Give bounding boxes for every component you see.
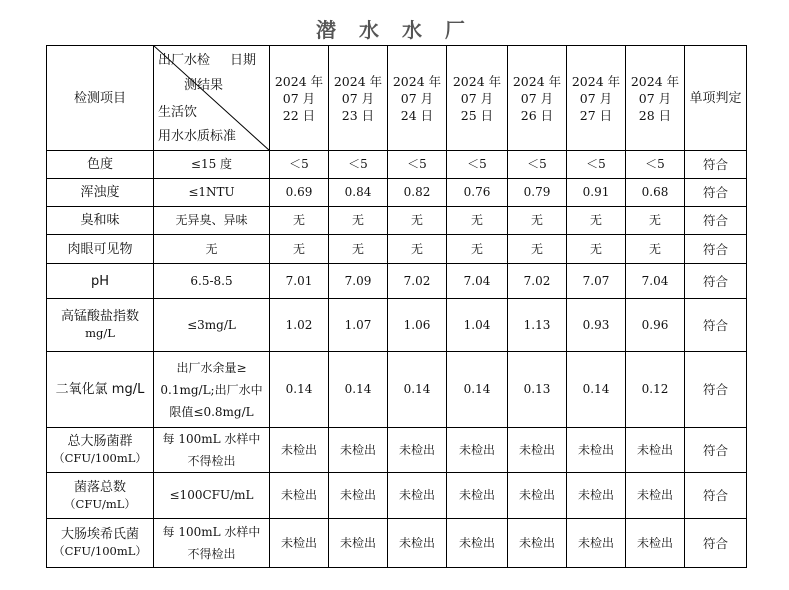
table-row xyxy=(47,151,747,179)
value-cell: 无 xyxy=(447,207,508,235)
date-header xyxy=(388,46,447,151)
value-cell: 无 xyxy=(567,207,626,235)
value-cell: 未检出 xyxy=(567,473,626,519)
header-item: 检测项目 xyxy=(47,46,154,151)
value-cell: 0.14 xyxy=(270,352,329,428)
date-part: 07 月 xyxy=(341,90,375,106)
item-label: 肉眼可见物 xyxy=(67,241,133,257)
date-part: 22 日 xyxy=(282,107,316,123)
date-part: 2024 年 xyxy=(630,73,680,89)
value-cell: ＜5 xyxy=(626,151,685,179)
standard-text: 每 100mL 水样中 xyxy=(162,432,261,446)
value-cell: 7.04 xyxy=(447,264,508,299)
value-cell: 未检出 xyxy=(508,473,567,519)
item-cell xyxy=(47,151,154,179)
date-part: 25 日 xyxy=(460,107,494,123)
value-cell: 未检出 xyxy=(270,428,329,473)
diag-line1: 出厂水检 xyxy=(158,53,211,68)
value-cell: 0.76 xyxy=(447,179,508,207)
value-cell: 无 xyxy=(567,235,626,264)
verdict-cell: 符合 xyxy=(685,151,747,179)
value-cell: 1.02 xyxy=(270,299,329,352)
item-cell xyxy=(47,473,154,519)
item-cell xyxy=(47,352,154,428)
standard-text: ≤1NTU xyxy=(188,185,235,199)
value-cell: ＜5 xyxy=(329,151,388,179)
table-row xyxy=(47,299,747,352)
water-quality-table xyxy=(46,45,747,568)
standard-text: 每 100mL 水样中 xyxy=(162,525,261,539)
date-header xyxy=(626,46,685,151)
table-row xyxy=(47,179,747,207)
value-cell: 无 xyxy=(626,207,685,235)
value-cell: 0.68 xyxy=(626,179,685,207)
item-cell xyxy=(47,264,154,299)
standard-text: 无 xyxy=(205,241,218,256)
table-row xyxy=(47,207,747,235)
value-cell: 未检出 xyxy=(329,473,388,519)
value-cell: 未检出 xyxy=(388,428,447,473)
value-cell: 无 xyxy=(626,235,685,264)
value-cell: 7.09 xyxy=(329,264,388,299)
value-cell: 未检出 xyxy=(329,428,388,473)
date-part: 07 月 xyxy=(400,90,434,106)
item-label: 高锰酸盐指数 xyxy=(60,309,139,324)
diag-line4: 用水水质标准 xyxy=(158,129,237,144)
date-part: 24 日 xyxy=(400,107,434,123)
value-cell: 7.04 xyxy=(626,264,685,299)
value-cell: 无 xyxy=(388,235,447,264)
date-part: 07 月 xyxy=(282,90,316,106)
verdict-cell: 符合 xyxy=(685,519,747,568)
standard-cell xyxy=(154,299,270,352)
item-label: 大肠埃希氏菌 xyxy=(60,527,139,542)
standard-text: 不得检出 xyxy=(187,454,236,468)
value-cell: 未检出 xyxy=(270,473,329,519)
value-cell: 无 xyxy=(329,235,388,264)
value-cell: 未检出 xyxy=(626,519,685,568)
value-cell: 无 xyxy=(329,207,388,235)
value-cell: 0.14 xyxy=(567,352,626,428)
standard-cell xyxy=(154,207,270,235)
value-cell: ＜5 xyxy=(270,151,329,179)
value-cell: 未检出 xyxy=(508,519,567,568)
item-label: 浑浊度 xyxy=(80,185,120,200)
date-part: 07 月 xyxy=(638,90,672,106)
standard-text: 无异臭、异味 xyxy=(175,213,248,227)
value-cell: 未检出 xyxy=(626,473,685,519)
value-cell: 无 xyxy=(447,235,508,264)
verdict-cell: 符合 xyxy=(685,207,747,235)
item-cell xyxy=(47,207,154,235)
standard-text: ≤15 度 xyxy=(190,157,233,171)
value-cell: 未检出 xyxy=(447,473,508,519)
value-cell: ＜5 xyxy=(508,151,567,179)
date-part: 2024 年 xyxy=(512,73,562,89)
standard-text: 限值≤0.8mg/L xyxy=(169,404,254,419)
value-cell: 未检出 xyxy=(567,428,626,473)
standard-text: ≤100CFU/mL xyxy=(169,488,254,502)
date-part: 2024 年 xyxy=(333,73,383,89)
value-cell: 未检出 xyxy=(388,473,447,519)
value-cell: 未检出 xyxy=(329,519,388,568)
value-cell: 无 xyxy=(508,207,567,235)
value-cell: 未检出 xyxy=(567,519,626,568)
item-label: 总大肠菌群 xyxy=(67,434,133,449)
header-verdict: 单项判定 xyxy=(685,46,747,151)
standard-cell xyxy=(154,151,270,179)
value-cell: 0.14 xyxy=(388,352,447,428)
standard-cell xyxy=(154,428,270,473)
value-cell: 未检出 xyxy=(508,428,567,473)
value-cell: ＜5 xyxy=(447,151,508,179)
date-header xyxy=(329,46,388,151)
value-cell: 1.06 xyxy=(388,299,447,352)
value-cell: 未检出 xyxy=(447,428,508,473)
standard-cell xyxy=(154,352,270,428)
value-cell: ＜5 xyxy=(388,151,447,179)
item-label: mg/L xyxy=(85,326,115,340)
verdict-cell: 符合 xyxy=(685,179,747,207)
standard-text: 出厂水余量≥ xyxy=(176,360,247,375)
item-cell xyxy=(47,519,154,568)
value-cell: 0.12 xyxy=(626,352,685,428)
item-label: （CFU/100mL） xyxy=(53,451,147,465)
item-label: 臭和味 xyxy=(80,213,120,228)
date-part: 23 日 xyxy=(341,107,375,123)
standard-text: 6.5-8.5 xyxy=(190,273,233,288)
standard-text: ≤3mg/L xyxy=(187,317,236,332)
header-diagonal-cell xyxy=(154,46,270,151)
verdict-cell: 符合 xyxy=(685,235,747,264)
table-row xyxy=(47,264,747,299)
value-cell: 未检出 xyxy=(447,519,508,568)
value-cell: 无 xyxy=(270,235,329,264)
page-title: 潜 水 水 厂 xyxy=(316,18,473,42)
diag-line3: 生活饮 xyxy=(158,105,198,120)
date-header xyxy=(567,46,626,151)
value-cell: 0.93 xyxy=(567,299,626,352)
item-label: （CFU/100mL） xyxy=(53,544,147,558)
item-cell xyxy=(47,299,154,352)
diag-line2: 测结果 xyxy=(184,78,224,93)
value-cell: 7.02 xyxy=(388,264,447,299)
verdict-cell: 符合 xyxy=(685,473,747,519)
standard-cell xyxy=(154,235,270,264)
date-header xyxy=(508,46,567,151)
date-header xyxy=(447,46,508,151)
item-label: （CFU/mL） xyxy=(64,496,136,511)
value-cell: 0.13 xyxy=(508,352,567,428)
item-cell xyxy=(47,428,154,473)
value-cell: 未检出 xyxy=(270,519,329,568)
value-cell: 0.82 xyxy=(388,179,447,207)
item-cell xyxy=(47,179,154,207)
value-cell: 无 xyxy=(388,207,447,235)
value-cell: 1.04 xyxy=(447,299,508,352)
item-label: 菌落总数 xyxy=(73,479,126,495)
value-cell: 7.02 xyxy=(508,264,567,299)
table-row xyxy=(47,519,747,568)
value-cell: 7.01 xyxy=(270,264,329,299)
date-part: 2024 年 xyxy=(452,73,502,89)
date-part: 27 日 xyxy=(579,107,613,123)
value-cell: 0.14 xyxy=(447,352,508,428)
table-row xyxy=(47,352,747,428)
standard-cell xyxy=(154,473,270,519)
date-part: 28 日 xyxy=(638,107,672,123)
standard-text: 0.1mg/L;出厂水中 xyxy=(160,382,263,397)
value-cell: 未检出 xyxy=(388,519,447,568)
table-row xyxy=(47,235,747,264)
value-cell: ＜5 xyxy=(567,151,626,179)
value-cell: 无 xyxy=(508,235,567,264)
header-row xyxy=(47,46,747,151)
value-cell: 0.69 xyxy=(270,179,329,207)
standard-cell xyxy=(154,519,270,568)
verdict-cell: 符合 xyxy=(685,264,747,299)
value-cell: 0.96 xyxy=(626,299,685,352)
date-part: 07 月 xyxy=(579,90,613,106)
value-cell: 未检出 xyxy=(626,428,685,473)
verdict-cell: 符合 xyxy=(685,299,747,352)
value-cell: 1.07 xyxy=(329,299,388,352)
date-part: 2024 年 xyxy=(571,73,621,89)
item-label: pH xyxy=(90,273,110,289)
date-part: 07 月 xyxy=(520,90,554,106)
date-header xyxy=(270,46,329,151)
value-cell: 0.79 xyxy=(508,179,567,207)
date-part: 26 日 xyxy=(520,107,554,123)
value-cell: 1.13 xyxy=(508,299,567,352)
value-cell: 0.14 xyxy=(329,352,388,428)
value-cell: 7.07 xyxy=(567,264,626,299)
value-cell: 无 xyxy=(270,207,329,235)
verdict-cell: 符合 xyxy=(685,428,747,473)
value-cell: 0.91 xyxy=(567,179,626,207)
item-label: 色度 xyxy=(86,157,113,172)
standard-cell xyxy=(154,264,270,299)
table-row xyxy=(47,473,747,519)
item-cell xyxy=(47,235,154,264)
diag-date-label: 日期 xyxy=(230,53,257,68)
table-row xyxy=(47,428,747,473)
date-part: 2024 年 xyxy=(392,73,442,89)
date-part: 07 月 xyxy=(460,90,494,106)
date-part: 2024 年 xyxy=(274,73,324,89)
standard-cell xyxy=(154,179,270,207)
value-cell: 0.84 xyxy=(329,179,388,207)
standard-text: 不得检出 xyxy=(187,547,236,561)
item-label: 二氧化氯 mg/L xyxy=(55,382,145,397)
verdict-cell: 符合 xyxy=(685,352,747,428)
